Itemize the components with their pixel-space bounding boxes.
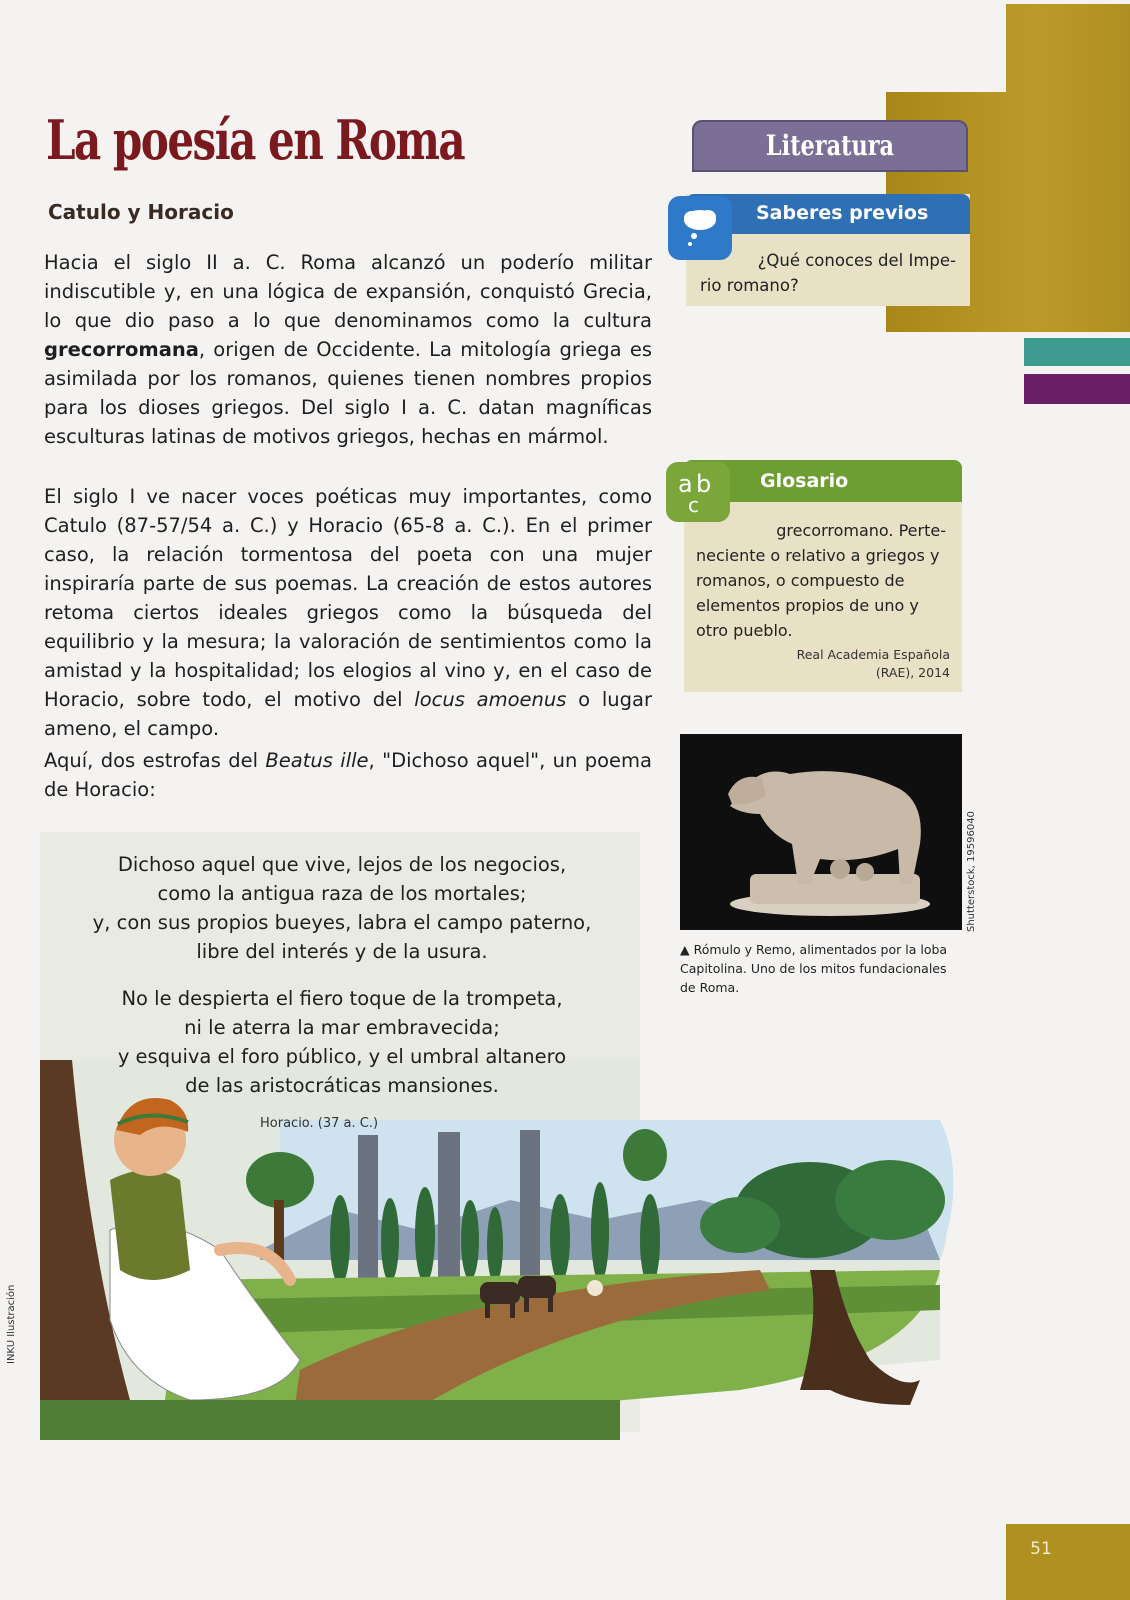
page-title: La poesía en Roma	[46, 108, 465, 172]
svg-text:c: c	[688, 493, 699, 517]
purple-stripe	[1024, 374, 1130, 404]
section-tab-literatura: Literatura	[692, 120, 968, 172]
glosario-title: Glosario	[760, 470, 849, 492]
poem-line: como la antigua raza de los mortales;	[157, 882, 527, 905]
illustration-credit: INKU Ilustración	[6, 1284, 17, 1364]
she-wolf-photo	[680, 734, 962, 930]
bold-term: grecorromana	[44, 338, 199, 361]
poem-line: Dichoso aquel que vive, lejos de los negocios,	[117, 853, 567, 876]
poem-title: Beatus ille	[265, 749, 369, 772]
poem-line: de las aristocráticas mansiones.	[185, 1074, 499, 1097]
poem-line: ni le aterra la mar embravecida;	[184, 1016, 500, 1039]
photo-caption: ▲ Rómulo y Remo, alimentados por la loba Capitolina. Uno de los mitos fundacionales de Roma.	[680, 942, 948, 995]
poem	[72, 850, 612, 1118]
paragraph-2: El siglo I ve nacer voces poéticas muy importantes, como Catulo (87-57/54 a. C.) y Horacio (65-8 a. C.). En el primer caso, la relación tormentosa del poeta con una mujer inspiraría parte de sus poemas. La creación de estos autores retoma ciertos ideales griegos como la búsqueda del equilibrio y la mesura; la valoración de sentimientos como la amistad y la hospitalidad; los elogios al vino y, en el caso de Horacio, sobre todo, el motivo del locus amoenus o lugar ameno, el campo.	[44, 485, 653, 740]
teal-stripe	[1024, 338, 1130, 366]
saberes-previos-question: ¿Qué conoces del Impe- rio romano?	[700, 251, 956, 295]
poem-line: No le despierta el fiero toque de la trompeta,	[121, 987, 563, 1010]
italic-term: locus amoenus	[414, 688, 567, 711]
page-corner-notch	[886, 4, 1006, 92]
poem-source: Horacio. (37 a. C.)	[260, 1116, 379, 1131]
svg-text:a: a	[678, 470, 693, 498]
poem-line: y, con sus propios bueyes, labra el campo paterno,	[92, 911, 592, 934]
glosario-source: Real Academia Española (RAE), 2014	[796, 647, 950, 680]
glossary-ab-icon	[666, 462, 730, 522]
saberes-previos-title: Saberes previos	[756, 202, 929, 224]
svg-text:b: b	[696, 470, 712, 498]
photo-credit: Shutterstock, 19596040	[966, 811, 977, 932]
section-subtitle: Catulo y Horacio	[48, 200, 234, 224]
poem-line: y esquiva el foro público, y el umbral altanero	[117, 1045, 567, 1068]
paragraph-1: Hacia el siglo II a. C. Roma alcanzó un poderío militar indiscutible y, en una lógica de expansión, conquistó Grecia, lo que dio paso a lo que denominamos como la cultura grecorromana, origen de Occidente. La mitología griega es asimilada por los romanos, quienes tienen nombres propios para los dioses griegos. Del siglo I a. C. datan magníficas esculturas latinas de motivos griegos, hechas en mármol.	[44, 251, 652, 448]
poem-stanza-1	[72, 850, 612, 966]
poem-stanza-2	[72, 984, 612, 1100]
triangle-marker-icon: ▲	[680, 942, 690, 957]
page-number: 51	[1030, 1539, 1052, 1559]
poem-line: libre del interés y de la usura.	[196, 940, 488, 963]
paragraph-3: Aquí, dos estrofas del Beatus ille, "Dichoso aquel", un poema de Horacio:	[44, 749, 653, 801]
glosario-definition: grecorromano. Perte- neciente o relativo a griegos y romanos, o compuesto de elementos propios de uno y otro pueblo.	[696, 521, 946, 640]
